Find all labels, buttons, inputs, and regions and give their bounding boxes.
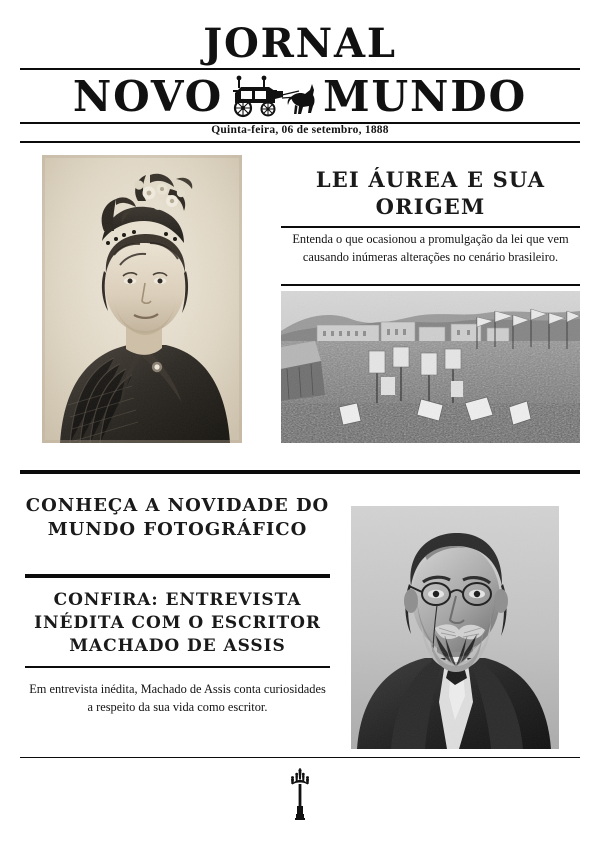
photography-headline-rule — [25, 574, 330, 578]
interview-deck: Em entrevista inédita, Machado de Assis conta curiosidades a respeito da sua vida como escritor. — [29, 682, 326, 714]
lead-deck-rule — [281, 284, 580, 286]
interview-headline: CONFIRA: ENTREVISTA INÉDITA COM O ESCRITOR MACHADO DE ASSIS — [34, 590, 321, 656]
section-divider-rule — [20, 470, 580, 474]
masthead-title-line2 — [0, 72, 600, 122]
masthead-title-line1: JORNAL — [203, 20, 397, 67]
interview-headline-rule — [25, 666, 330, 668]
publication-date: Quinta-feira, 06 de setembro, 1888 — [211, 124, 389, 136]
lead-headline-rule — [281, 226, 580, 228]
street-lamp-icon — [287, 768, 313, 820]
photography-section-headline: CONHEÇA A NOVIDADE DO MUNDO FOTOGRÁFICO — [25, 495, 330, 540]
footer-rule — [20, 757, 580, 758]
lead-headline: LEI ÁUREA E SUA ORIGEM — [315, 167, 546, 219]
horse-carriage-icon — [225, 75, 321, 119]
lead-deck: Entenda o que ocasionou a promulgação da lei que vem causando inúmeras alterações no cenário brasileiro. — [292, 232, 569, 264]
abolition-crowd-photograph — [281, 291, 580, 443]
masthead-word-mundo: MUNDO — [323, 72, 528, 121]
machado-de-assis-portrait — [351, 506, 559, 749]
masthead-word-novo: NOVO — [72, 72, 224, 121]
masthead-rule-bottom — [20, 141, 580, 143]
princesa-isabel-portrait — [42, 155, 242, 443]
masthead-rule-top — [20, 68, 580, 70]
